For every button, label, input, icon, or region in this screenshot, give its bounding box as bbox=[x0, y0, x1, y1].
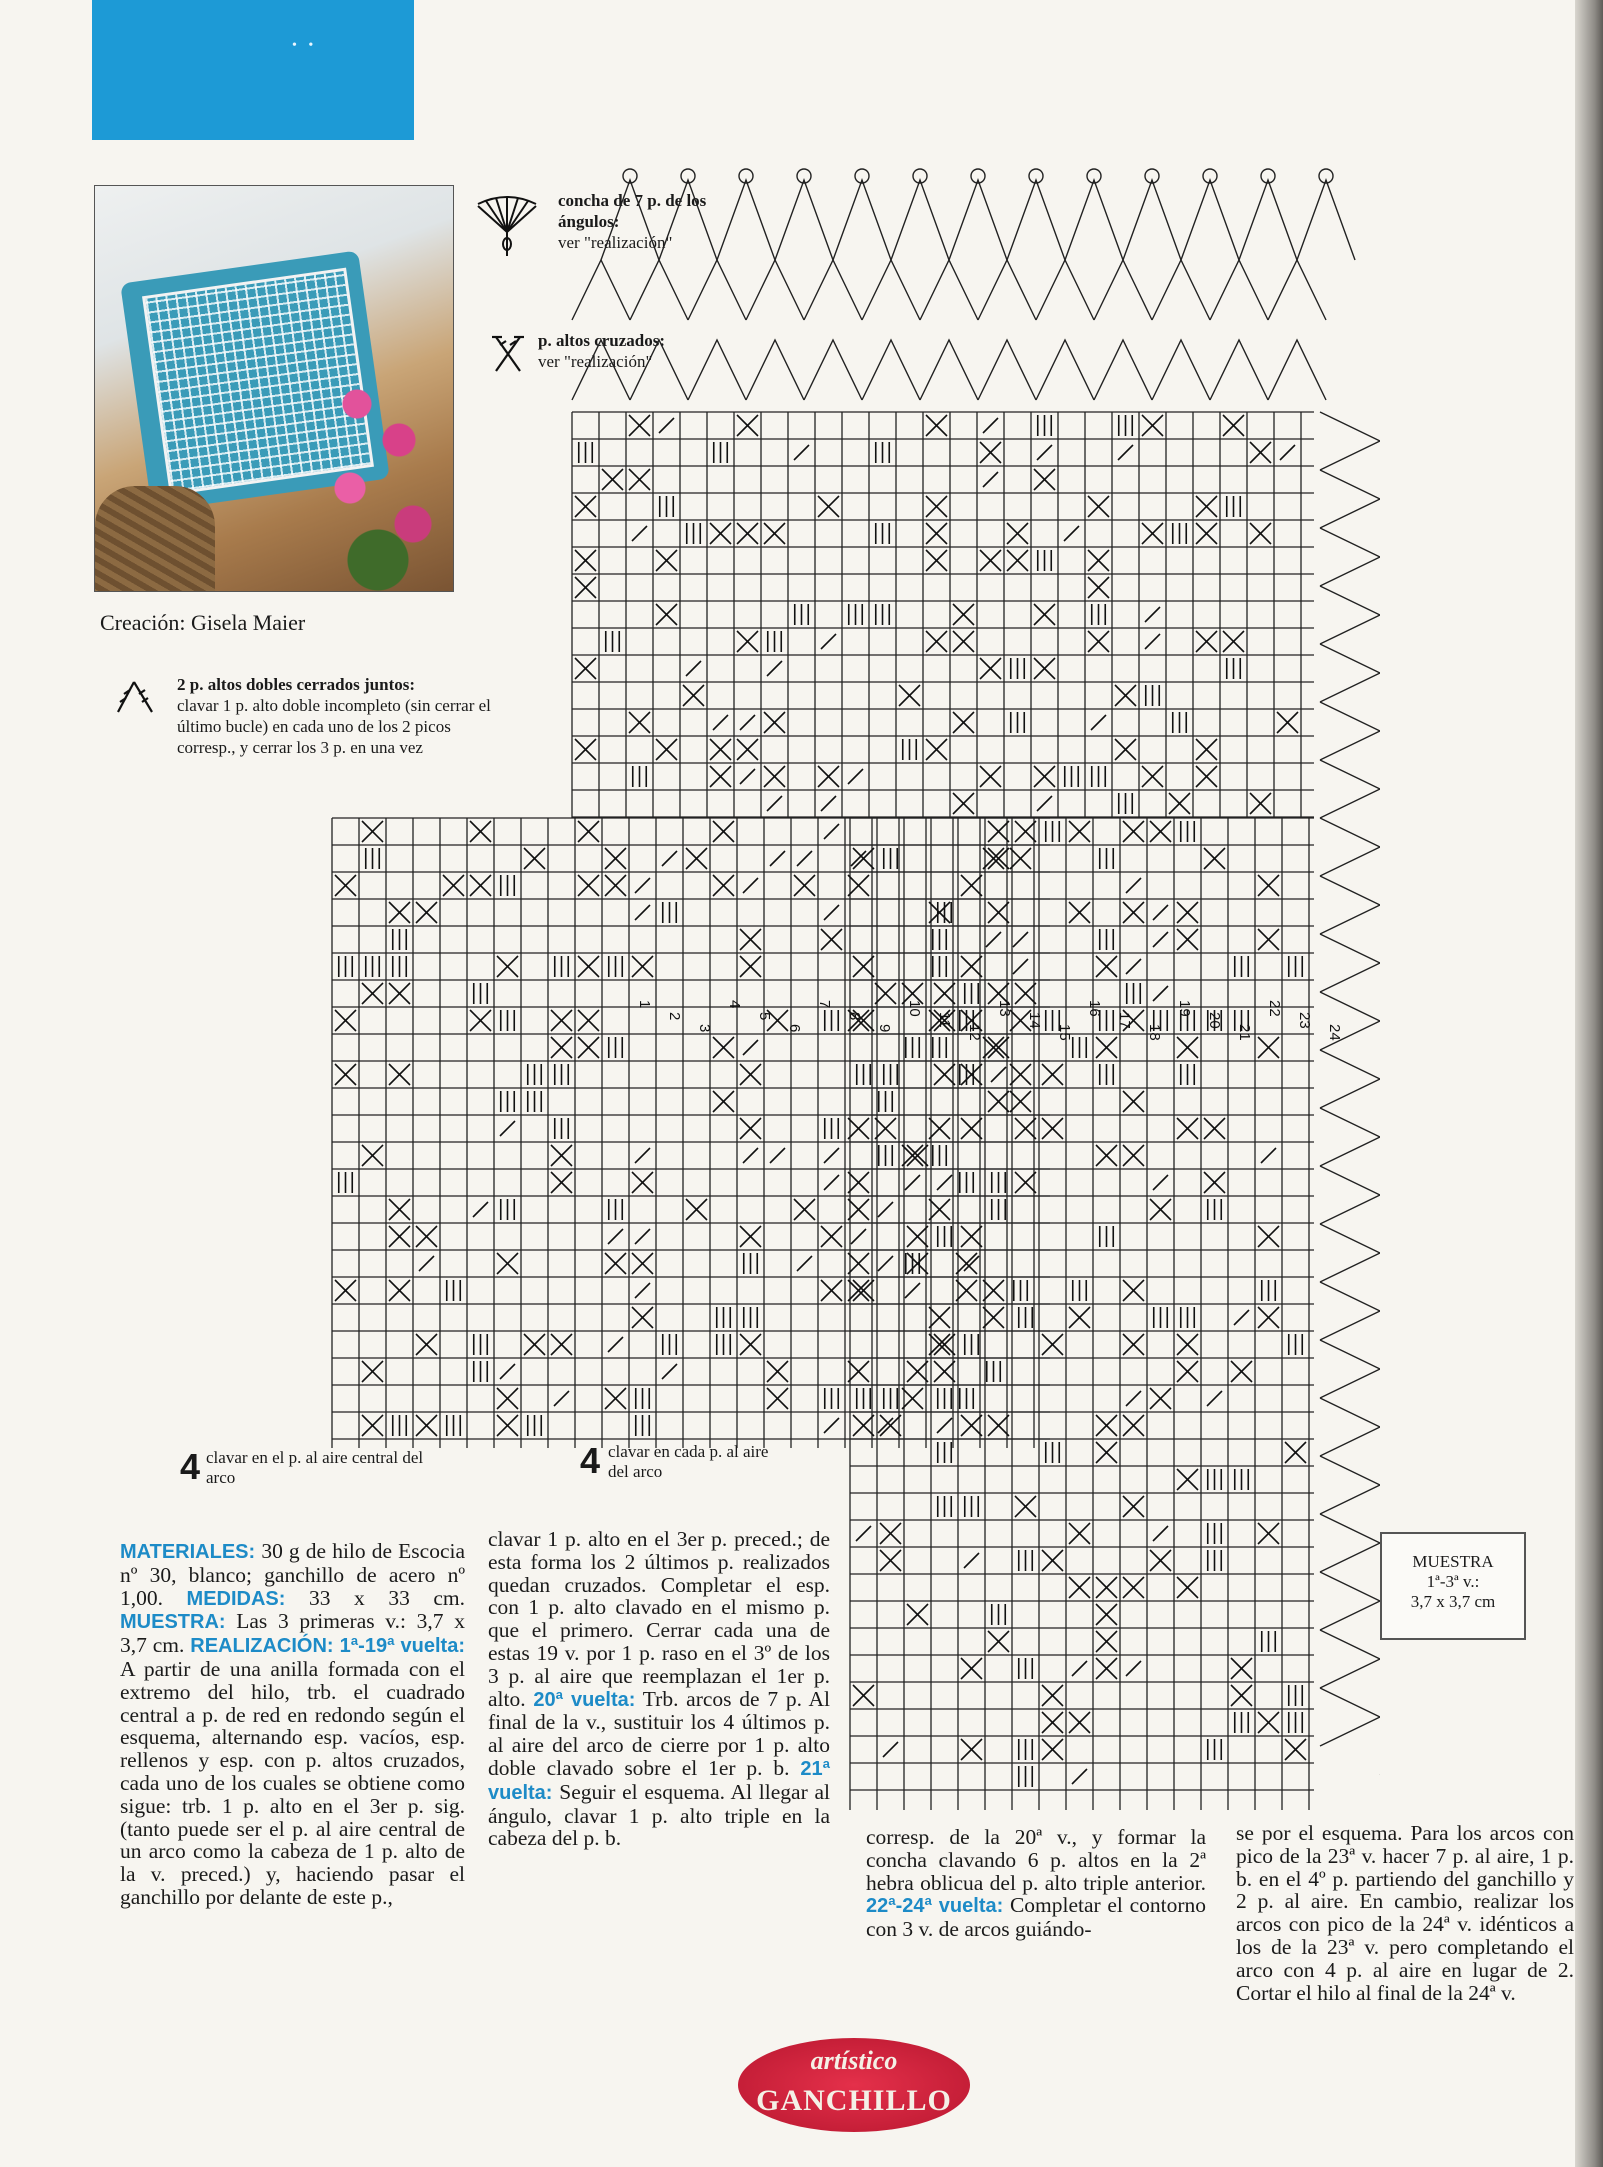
col4-text: se por el esquema. Para los arcos con pico de la 23ª v. hacer 7 p. al aire, 1 p. b. en el 4º p. partiendo del ganchillo y 2 p. al aire. En cambio, realizar los arcos con pico de la 24ª v. idénticos a los de la 23ª v. pero completando el arco con 4 p. al aire en lugar de 2. Cortar el hilo al final de la 24ª v. bbox=[1236, 1821, 1574, 2005]
col2-text3: Seguir el esquema. Al llegar al ángulo, clavar 1 p. alto triple en la cabeza del p. b. bbox=[488, 1779, 831, 1851]
svg-text:7: 7 bbox=[816, 1000, 833, 1009]
col2-text1: clavar 1 p. alto en el 3er p. preced.; de esta forma los 2 últimos p. realizados quedan cruzados. Completar el esp. con 1 p. alto clavado en el mismo p. que el primero. Cerrar cada una de estas 19 v. por 1 p. raso en el 3º de los 3 p. al aire que reemplazan el 1er p. alto. bbox=[488, 1527, 830, 1711]
header-color-block: • • bbox=[92, 0, 414, 140]
legend-shell-desc: ver "realización" bbox=[558, 233, 673, 252]
svg-text:14: 14 bbox=[1026, 1012, 1043, 1029]
svg-text:12: 12 bbox=[966, 1024, 983, 1041]
magazine-logo bbox=[738, 2038, 970, 2132]
muestra-box-rows: 1ª-3ª v.: bbox=[1426, 1572, 1480, 1591]
note1-symbol: 4 bbox=[180, 1446, 201, 1487]
realizacion-text: A partir de una anilla formada con el extremo del hilo, trb. el cuadrado central a p. de red en redondo según el esquema, alternando esp. vacíos, esp. rellenos y esp. con p. altos cruzados, cada uno de los cuales se obtiene como sigue: trb. 1 p. alto en el 3er p. sig. (tanto puede ser el p. al aire central de un arco como la cabeza de 1 p. alto de la v. preced.) y, haciendo pasar el ganchillo por delante de este p., bbox=[120, 1656, 465, 1909]
double-stitch-icon bbox=[112, 676, 158, 716]
logo-line2: GANCHILLO bbox=[756, 2084, 952, 2117]
legend-crossed-title: p. altos cruzados: bbox=[538, 331, 666, 350]
col3-text1: corresp. de la 20ª v., y formar la concha clavando 6 p. altos en la 2ª hebra oblicua del p. alto triple anterior. bbox=[866, 1825, 1206, 1895]
svg-text:11: 11 bbox=[936, 1012, 953, 1028]
svg-text:4: 4 bbox=[726, 1000, 743, 1009]
col3-text2: Completar el contorno con 3 v. de arcos guiándo- bbox=[866, 1893, 1206, 1942]
materiales-heading: MATERIALES: bbox=[120, 1541, 256, 1563]
svg-text:6: 6 bbox=[786, 1024, 803, 1033]
text-column-1 bbox=[120, 1540, 465, 1909]
svg-text:22: 22 bbox=[1266, 1000, 1283, 1017]
legend-crossed-desc: ver "realización" bbox=[538, 352, 653, 371]
svg-text:20: 20 bbox=[1206, 1012, 1223, 1029]
text-column-3 bbox=[866, 1826, 1206, 1941]
col2-text2: Trb. arcos de 7 p. Al final de la v., sustituir los 4 últimos p. al aire del arco de cierre por 1 p. alto doble clavado sobre el 1er p. b. bbox=[488, 1686, 830, 1780]
svg-text:18: 18 bbox=[1146, 1024, 1163, 1041]
svg-text:9: 9 bbox=[876, 1024, 893, 1033]
medidas-text: 33 x 33 cm. bbox=[308, 1585, 465, 1610]
v20-heading: 20ª vuelta: bbox=[533, 1688, 636, 1711]
svg-text:16: 16 bbox=[1086, 1000, 1103, 1017]
muestra-heading: MUESTRA: bbox=[120, 1611, 226, 1634]
legend-double-title: 2 p. altos dobles cerrados juntos: bbox=[177, 675, 416, 694]
svg-text:3: 3 bbox=[696, 1024, 713, 1033]
note2-text: clavar en cada p. al aire del arco bbox=[608, 1442, 769, 1481]
logo-line1: artístico bbox=[810, 2046, 898, 2075]
medidas-heading: MEDIDAS: bbox=[186, 1587, 286, 1610]
v21-heading: 21ª vuelta: bbox=[488, 1757, 831, 1804]
muestra-box-size: 3,7 x 3,7 cm bbox=[1410, 1592, 1496, 1611]
text-column-4 bbox=[1236, 1822, 1574, 2004]
legend-shell-title: concha de 7 p. de los ángulos: bbox=[558, 191, 707, 231]
crochet-chart bbox=[310, 150, 1380, 1830]
note2-symbol: 4 bbox=[580, 1440, 601, 1481]
svg-text:15: 15 bbox=[1056, 1024, 1073, 1041]
credit-text: Creación: Gisela Maier bbox=[100, 610, 306, 635]
muestra-box-title: MUESTRA bbox=[1412, 1552, 1494, 1571]
svg-text:10: 10 bbox=[906, 1000, 923, 1017]
realizacion-heading: REALIZACIÓN: 1ª-19ª vuelta: bbox=[190, 1635, 465, 1658]
svg-text:24: 24 bbox=[1326, 1024, 1343, 1041]
svg-text:13: 13 bbox=[996, 1000, 1013, 1017]
svg-text:1: 1 bbox=[636, 1000, 653, 1009]
svg-text:8: 8 bbox=[846, 1012, 863, 1021]
svg-text:17: 17 bbox=[1116, 1012, 1133, 1029]
page-edge bbox=[1575, 0, 1603, 2167]
materiales-text: 30 g de hilo de Escocia nº 30, blanco; ganchillo de acero nº 1,00. bbox=[120, 1539, 466, 1610]
svg-text:21: 21 bbox=[1236, 1024, 1253, 1041]
svg-text:5: 5 bbox=[756, 1012, 773, 1021]
svg-text:2: 2 bbox=[666, 1012, 683, 1021]
text-column-2 bbox=[488, 1528, 830, 1850]
muestra-text: Las 3 primeras v.: 3,7 x 3,7 cm. bbox=[120, 1609, 465, 1658]
legend-double-desc: clavar 1 p. alto doble incompleto (sin cerrar el último bucle) en cada uno de los 2 picos corresp., y cerrar los 3 p. en una vez bbox=[177, 696, 491, 757]
v22-heading: 22ª-24ª vuelta: bbox=[866, 1895, 1004, 1918]
note1-text: clavar en el p. al aire central del arco bbox=[206, 1448, 424, 1487]
muestra-box bbox=[1380, 1532, 1526, 1640]
svg-text:19: 19 bbox=[1176, 1000, 1193, 1017]
svg-text:23: 23 bbox=[1296, 1012, 1313, 1029]
